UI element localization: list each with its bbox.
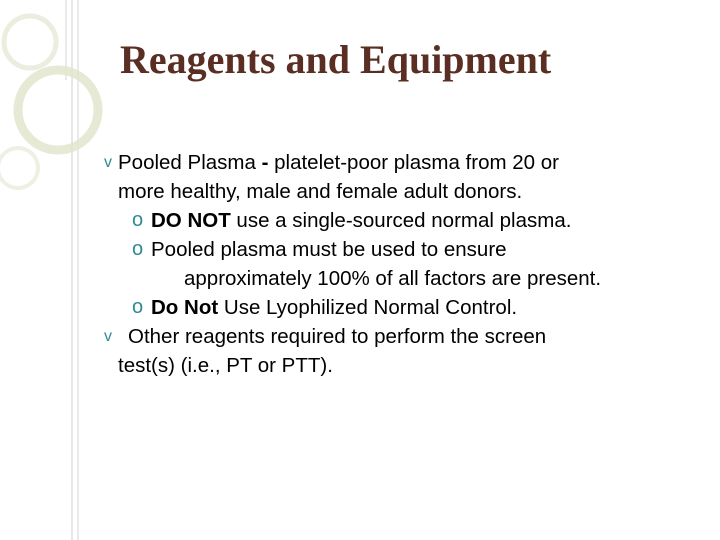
slide-body (104, 148, 704, 380)
sub-bullet-list (118, 206, 704, 322)
sub-bullet-text-continued: approximately 100% of all factors are present. (184, 267, 602, 290)
sub-bullet-bold: DO NOT (151, 209, 231, 232)
bullet-line: Other reagents required to perform the screen (128, 325, 547, 348)
circle-bullet-icon: o (132, 209, 144, 231)
decorative-ring (4, 16, 56, 68)
decorative-ring (0, 148, 38, 188)
bullet-text: Pooled Plasma (118, 151, 262, 174)
slide-title: Reagents and Equipment (120, 37, 552, 82)
bullet-pooled-plasma (104, 148, 704, 322)
circle-bullet-icon: o (132, 296, 144, 318)
checkmark-bullet-icon: v (104, 328, 112, 345)
bullet-line: more healthy, male and female adult donors. (118, 180, 523, 203)
bullet-text: platelet-poor plasma from 20 or (268, 151, 559, 174)
sub-bullet-text: Pooled plasma must be used to ensure (151, 238, 507, 261)
bullet-line (118, 148, 704, 177)
sub-bullet-lyophilized (118, 293, 704, 322)
sub-bullet-text: Use Lyophilized Normal Control. (218, 296, 518, 319)
checkmark-bullet-icon: v (104, 154, 112, 171)
sub-bullet-text: use a single-sourced normal plasma. (230, 209, 572, 232)
sub-bullet-bold: Do Not (151, 296, 219, 319)
bullet-line: test(s) (i.e., PT or PTT). (118, 354, 333, 377)
sub-bullet-pooled (118, 235, 704, 293)
decorative-ring (18, 70, 98, 150)
bullet-text-bold: - (261, 151, 269, 174)
circle-bullet-icon: o (132, 238, 144, 260)
sub-bullet-do-not (118, 206, 704, 235)
bullet-other-reagents (104, 322, 704, 380)
